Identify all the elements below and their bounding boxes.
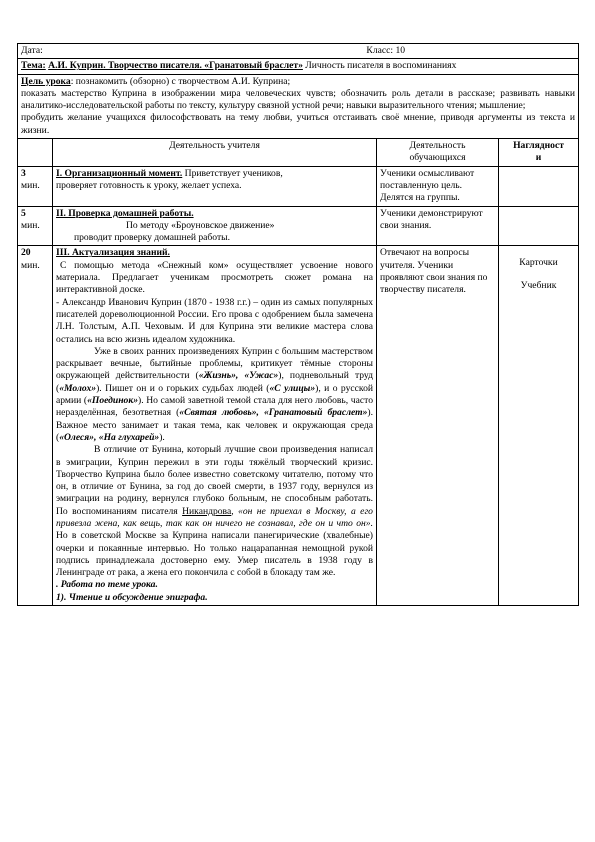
date-cell (18, 44, 579, 59)
stage-student-activity (377, 206, 499, 246)
stage-teacher-activity (53, 166, 377, 206)
paragraph-text: ). Но самой заветной темой стала для него любовь, часто неразделённая, безответная ( (56, 395, 374, 419)
date-row (18, 44, 579, 59)
stage-text: проводит проверку домашней работы. (74, 232, 231, 244)
date-label: Дата: (21, 45, 43, 56)
paragraph-text: ). Пишет он и о горьких судьбах людей ( (96, 382, 270, 394)
paragraph-text: ), и о русской армии ( (56, 382, 373, 407)
students-header-line: обучающихся (409, 152, 466, 164)
stage-visual (499, 246, 579, 606)
students-header-line: Деятельность (409, 140, 466, 152)
lesson-subheading: . Работа по теме урока. (56, 579, 158, 591)
paragraph-text: , (231, 505, 239, 517)
stage-time (18, 206, 53, 246)
teacher-header-label: Деятельность учителя (169, 140, 260, 152)
topic-rest: Личность писателя в воспоминаниях (302, 60, 457, 72)
stage-student-activity (377, 166, 499, 206)
goal-row (18, 74, 579, 138)
class-label: Класс: 10 (366, 45, 406, 56)
teacher-header (53, 139, 377, 167)
stage-time-value: 20 (21, 247, 31, 259)
topic-label: Тема: (21, 60, 46, 72)
stage-visual (499, 206, 579, 246)
lesson-paragraph: С помощью метода «Снежный ком» осуществляет усвоение нового материала. Предлагает ученикам просмотреть сюжет романа на интерактивной доске. (56, 259, 373, 296)
goal-first: : познакомить (обзорно) с творчеством А.И. Куприна; (70, 75, 291, 87)
stage-title: I. Организационный момент. (56, 167, 183, 179)
students-header (377, 139, 499, 167)
lesson-plan-sheet (17, 43, 578, 606)
visual-aid-cards: Карточки (519, 257, 558, 269)
paragraph-text: ). (159, 431, 165, 443)
student-activity-text: Отвечают на вопросы учителя. Ученики проявляют свои знания по творчеству писателя. (380, 247, 488, 296)
paragraph-text: ), подневольный труд ( (56, 370, 373, 394)
work-title: «Поединок» (87, 395, 139, 407)
visual-header-line: Наглядност (513, 140, 564, 152)
stage-visual (499, 166, 579, 206)
visual-header (499, 139, 579, 167)
stage-text: Приветствует учеников, (182, 167, 283, 179)
time-header-cell (18, 139, 53, 167)
work-title: «Молох» (59, 382, 97, 394)
paragraph-text: В отличие от Бунина, который лучшие свои произведения написал в эмиграции, Куприн пережил в эти годы тяжёлый творческий кризис. Творчество Куприна было более известно советскому читателю, потому что он, в отличие от Бунина, за год до своей смерти, в 1937 году, вернулся из эмиграции на родину, вернулся глубоко больным, не способным работать. По воспоминаниям писателя (56, 444, 373, 517)
stage-row-knowledge (18, 246, 579, 606)
paragraph-text: Уже в своих ранних произведениях Куприн с большим мастерством раскрывает вечные, бытийные проблемы, критикует тёмные стороны окружающей действительности ( (56, 345, 373, 382)
quote: «он не приехал в Москву, а его привезла жена, как вещь, так как он ничего не сознавал, где он и что он». (56, 505, 373, 529)
stage-teacher-activity (53, 246, 377, 606)
topic-title: А.И. Куприн. Творчество писателя. «Гранатовый браслет» (48, 60, 303, 72)
work-title: «С улицы» (269, 382, 316, 394)
goal-line: пробудить желание учащихся философствовать на тему любви, учиться отстаивать своё мнение, приводя аргументы из текста и жизни. (21, 112, 576, 136)
student-activity-text: Ученики осмысливают поставленную цель. Делятся на группы. (380, 167, 475, 204)
stage-title: II. Проверка домашней работы. (56, 207, 194, 219)
goal-cell (18, 74, 579, 138)
column-header-row (18, 139, 579, 167)
lesson-paragraph (56, 346, 373, 444)
work-title: «Жизнь», «Ужас» (198, 370, 279, 382)
stage-time-unit: мин. (21, 259, 40, 271)
lesson-subheading: 1). Чтение и обсуждение эпиграфа. (56, 591, 208, 603)
lesson-paragraph: - Александр Иванович Куприн (1870 - 1938 г.г.) – один из самых популярных писателей дореволюционной России. Его прова с одобрением была замечена Л.Н. Толстым, А.П. Чеховым. И для Куприна эти великие мастера слова остались на всю жизнь идеалом художника. (56, 296, 373, 345)
lesson-paragraph (56, 444, 373, 579)
stage-time-unit: мин. (21, 179, 40, 191)
goal-label: Цель урока (21, 75, 71, 87)
paragraph-text: Но в советской Москве за Куприна написали панегирические (хвалебные) очерки и покаянные интервью. Но только нацарапанная немощной рукой подпись принадлежала достоверно ему. Умер писатель в 1938 году в Ленинграде от рака, а жена его покончила с собой в блокаду там же. (56, 530, 373, 579)
stage-time-unit: мин. (21, 219, 40, 231)
stage-text: проверяет готовность к уроку, желает успеха. (56, 179, 242, 191)
stage-row-homework (18, 206, 579, 246)
goal-line: показать мастерство Куприна в изображении мира человеческих чувств; обозначить роль детали в рассказе; развивать навыки аналитико-исследовательской работы по тексту, культуру связной устной речи; навыки выразительного чтения; мышление; (21, 87, 576, 112)
author-name: Никандрова (182, 505, 232, 517)
student-activity-text: Ученики демонстрируют свои знания. (380, 207, 483, 231)
work-title: «Святая любовь», «Гранатовый браслет» (179, 407, 368, 419)
stage-student-activity (377, 246, 499, 606)
stage-time-value: 5 (21, 207, 26, 219)
stage-time (18, 166, 53, 206)
stage-teacher-activity (53, 206, 377, 246)
paragraph-text: ). Важное место занимает и такая тема, как человек и окружающая среда ( (56, 407, 373, 443)
topic-cell (18, 59, 579, 74)
visual-header-line: и (535, 152, 542, 164)
lesson-plan-table (17, 43, 579, 606)
visual-aid-textbook: Учебник (520, 279, 557, 291)
stage-row-organization (18, 166, 579, 206)
stage-text: По методу «Броуновское движение» (126, 219, 275, 231)
work-title: «Олеся», «На глухарей» (59, 431, 160, 443)
topic-row (18, 59, 579, 74)
stage-title: III. Актуализация знаний. (56, 247, 170, 259)
stage-time-value: 3 (21, 167, 26, 179)
stage-time (18, 246, 53, 606)
